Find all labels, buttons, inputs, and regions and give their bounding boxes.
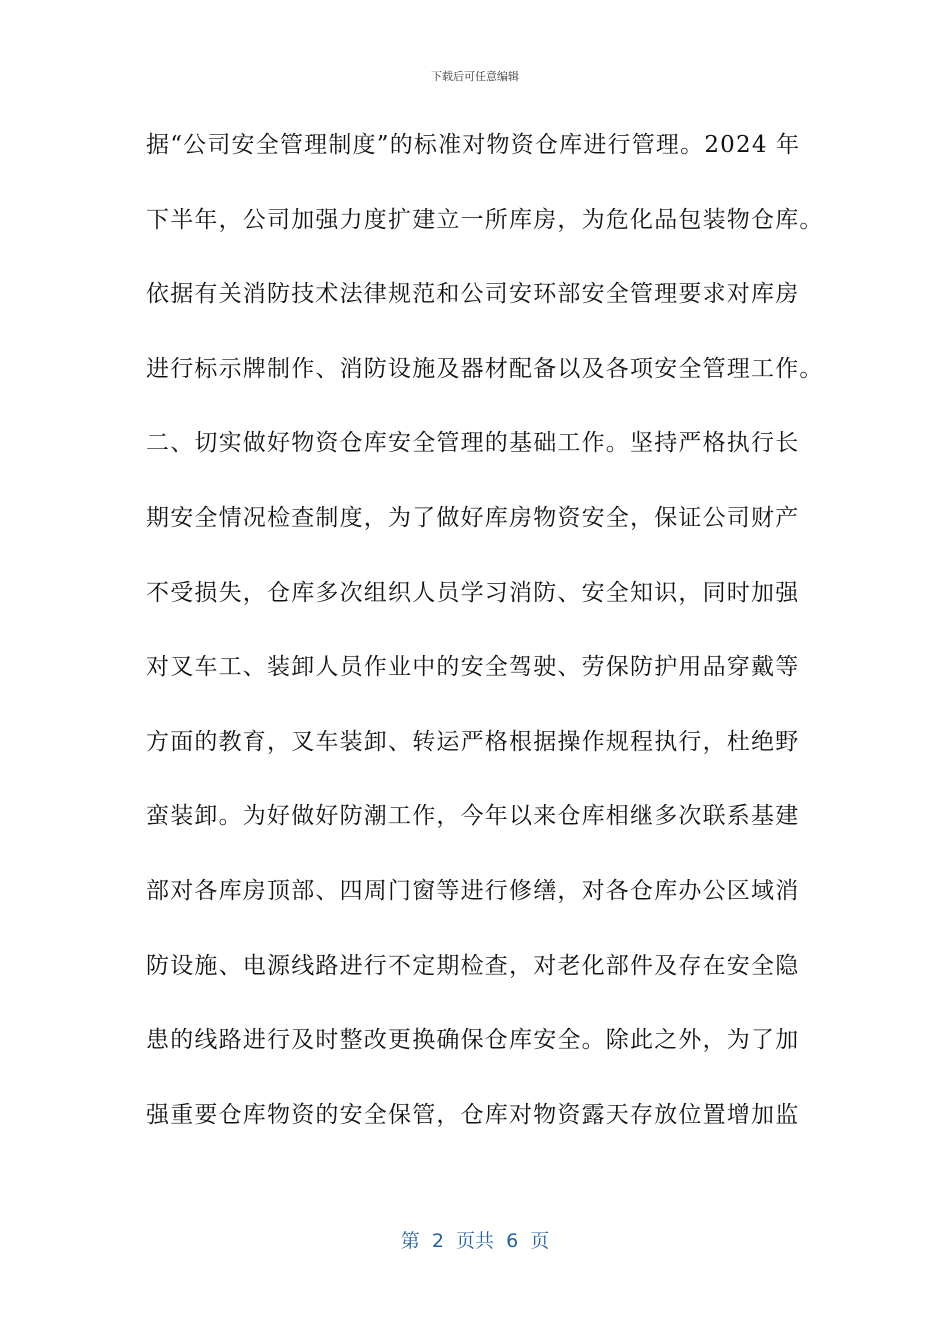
text-line: 据“公司安全管理制度”的标准对物资仓库进行管理。2024 年	[146, 132, 801, 158]
header-note: 下载后可任意编辑	[431, 70, 519, 83]
text-line: 期安全情况检查制度，为了做好库房物资安全，保证公司财产	[146, 504, 800, 531]
text-line: 部对各库房顶部、四周门窗等进行修缮，对各仓库办公区域消	[146, 877, 800, 904]
text-line: 防设施、电源线路进行不定期检查，对老化部件及存在安全隐	[146, 952, 800, 979]
document-body	[146, 120, 826, 1164]
text-line: 方面的教育，叉车装卸、转运严格根据操作规程执行，杜绝野	[146, 728, 800, 755]
text-line: 依据有关消防技术法律规范和公司安环部安全管理要求对库房	[146, 281, 800, 308]
text-line: 进行标示牌制作、消防设施及器材配备以及各项安全管理工作。	[146, 355, 824, 382]
page-number-footer: 第 2 页共 6 页	[400, 1230, 550, 1252]
text-line: 强重要仓库物资的安全保管，仓库对物资露天存放位置增加监	[146, 1101, 800, 1128]
text-line: 下半年，公司加强力度扩建立一所库房，为危化品包装物仓库。	[146, 206, 824, 233]
text-line: 二、切实做好物资仓库安全管理的基础工作。坚持严格执行长	[146, 430, 800, 457]
text-line: 对叉车工、装卸人员作业中的安全驾驶、劳保防护用品穿戴等	[146, 654, 800, 681]
text-line: 蛮装卸。为好做好防潮工作，今年以来仓库相继多次联系基建	[146, 803, 800, 830]
text-line: 不受损失，仓库多次组织人员学习消防、安全知识，同时加强	[146, 579, 800, 606]
text-line: 患的线路进行及时整改更换确保仓库安全。除此之外，为了加	[146, 1027, 800, 1054]
